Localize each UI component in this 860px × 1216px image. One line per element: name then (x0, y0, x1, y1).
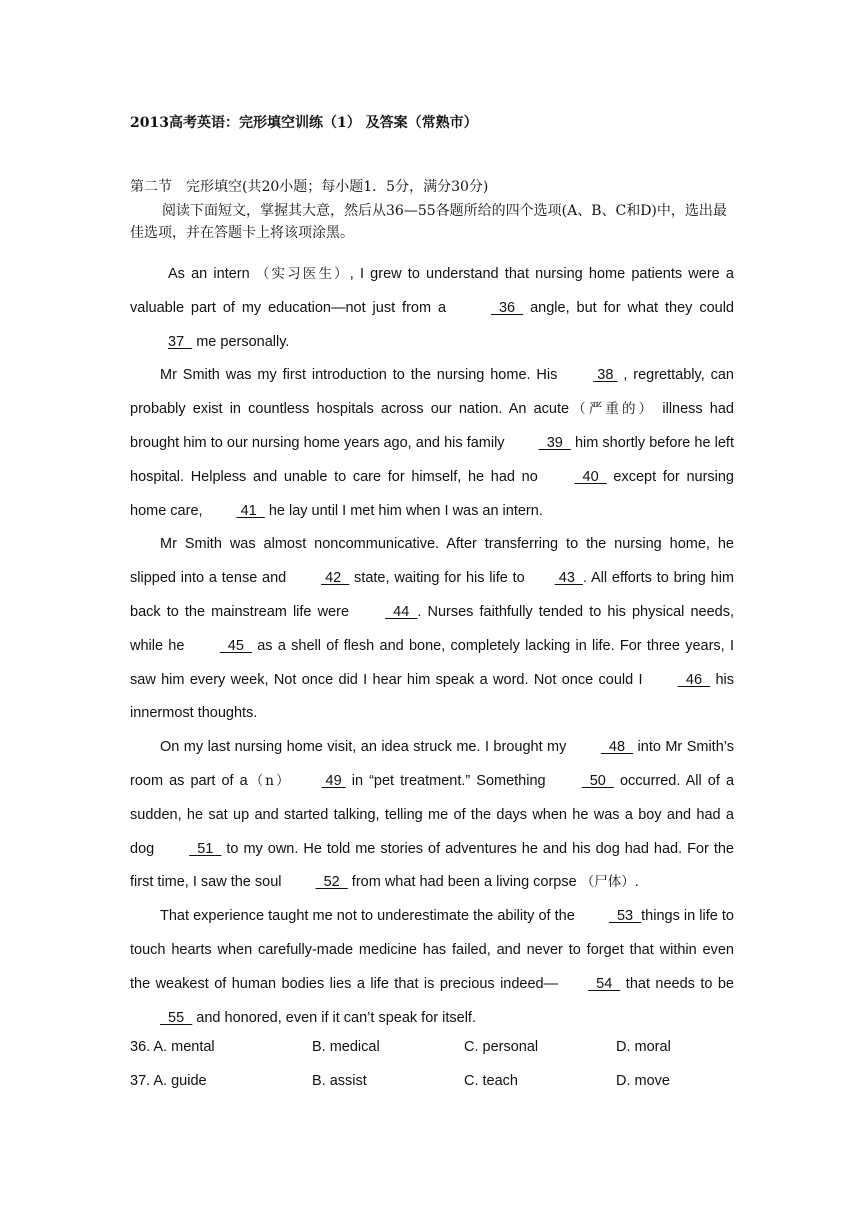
paragraph-5 (130, 900, 734, 1035)
text: me personally. (192, 333, 290, 350)
section-heading: 第二节 完形填空(共20小题；每小题1．5分，满分30分) (130, 179, 489, 195)
text: from what had been a living corpse (347, 874, 581, 891)
text: in “pet treatment.” Something (345, 772, 552, 789)
text: , I grew to understand that nursing home patients were a valuable part of my education—not just from a (130, 266, 734, 316)
blank-55: 55 (160, 1009, 193, 1026)
option-36-a: 36. A. mental (130, 1039, 215, 1055)
blank-36: 36 (490, 299, 524, 316)
blank-52: 52 (315, 874, 348, 891)
text: angle, but for what they could (523, 299, 734, 316)
blank-54: 54 (588, 975, 621, 992)
blank-49: 49 (321, 772, 346, 789)
text: illness had brought him to our nursing home years ago, and his family (130, 401, 734, 451)
blank-41: 41 (236, 502, 265, 519)
text: except for nursing home care, (130, 468, 734, 519)
option-row-37 (130, 1065, 734, 1099)
text: occurred. All of a sudden, he sat up and started talking, telling me of the days when he was a boy and had a dog (130, 772, 735, 857)
blank-46: 46 (677, 671, 711, 688)
text: him shortly before he left hospital. Helpless and unable to care for himself, he had no (130, 434, 734, 485)
blank-50: 50 (581, 772, 614, 789)
text: . (634, 874, 639, 891)
text: As an intern (168, 266, 256, 282)
blank-39: 39 (538, 434, 571, 451)
text: and honored, even if it can’t speak for itself. (192, 1009, 476, 1026)
option-37-d: D. move (616, 1072, 670, 1089)
paragraph-3 (130, 528, 734, 731)
text: as a shell of flesh and bone, completely lacking in life. For three years, I saw him every week, Not once did I hear him speak a word. Not once could I (130, 637, 735, 688)
blank-42: 42 (321, 570, 350, 587)
blank-44: 44 (385, 603, 418, 620)
text: things in life to touch hearts when carefully-made medicine has failed, and never to forget that within even the weakest of human bodies lies a life that is precious indeed— (130, 908, 734, 992)
blank-53: 53 (608, 908, 642, 925)
text: Mr Smith was almost noncommunicative. After transferring to the nursing home, he slipped into a tense and (130, 536, 734, 587)
chinese-gloss: （实习医生） (255, 266, 350, 282)
text: his innermost thoughts. (130, 671, 734, 722)
text: . All efforts to bring him back to the mainstream life were (130, 570, 735, 620)
option-36-c: C. personal (464, 1039, 539, 1055)
blank-38: 38 (593, 367, 618, 384)
text: that needs to be (620, 975, 734, 992)
chinese-gloss: （n） (247, 772, 292, 789)
paragraph-1 (130, 258, 734, 359)
text: Mr Smith was my first introduction to the nursing home. His (160, 367, 564, 384)
text: he lay until I met him when I was an intern. (264, 502, 543, 519)
blank-51: 51 (189, 840, 222, 857)
document-title: 2013高考英语：完形填空训练（1） 及答案（常熟市） (130, 115, 478, 131)
option-36-b: B. medical (312, 1039, 380, 1055)
text: to my own. He told me stories of adventures he and his dog had had. For the first time, I saw the soul (130, 840, 734, 891)
option-37-a: 37. A. guide (130, 1072, 207, 1089)
text: state, waiting for his life to (349, 570, 525, 587)
text: That experience taught me not to underestimate the ability of the (160, 908, 579, 925)
blank-37: 37 (168, 333, 193, 350)
option-36-d: D. moral (616, 1039, 671, 1055)
chinese-gloss: （尸体） (580, 874, 635, 891)
text: into Mr Smith’s room as part of a (130, 739, 734, 789)
blank-40: 40 (574, 468, 607, 485)
cloze-passage (130, 258, 734, 1035)
option-37-c: C. teach (464, 1072, 518, 1089)
chinese-gloss: （严重的） (569, 401, 656, 418)
blank-45: 45 (219, 637, 252, 654)
paragraph-2 (130, 359, 734, 528)
option-row-36 (130, 1031, 734, 1065)
text: , regrettably, can probably exist in countless hospitals across our nation. An acute (130, 367, 734, 418)
paragraph-4 (130, 731, 734, 900)
instructions: 阅读下面短文，掌握其大意，然后从36—55各题所给的四个选项(A、B、C和D)中，选出最佳选项，并在答题卡上将该项涂黑。 (130, 203, 727, 241)
blank-48: 48 (600, 739, 634, 756)
option-37-b: B. assist (312, 1072, 367, 1089)
answer-options (130, 1031, 734, 1099)
text: On my last nursing home visit, an idea struck me. I brought my (160, 739, 571, 756)
blank-43: 43 (554, 570, 583, 587)
text: . Nurses faithfully tended to his physical needs, while he (130, 603, 735, 654)
